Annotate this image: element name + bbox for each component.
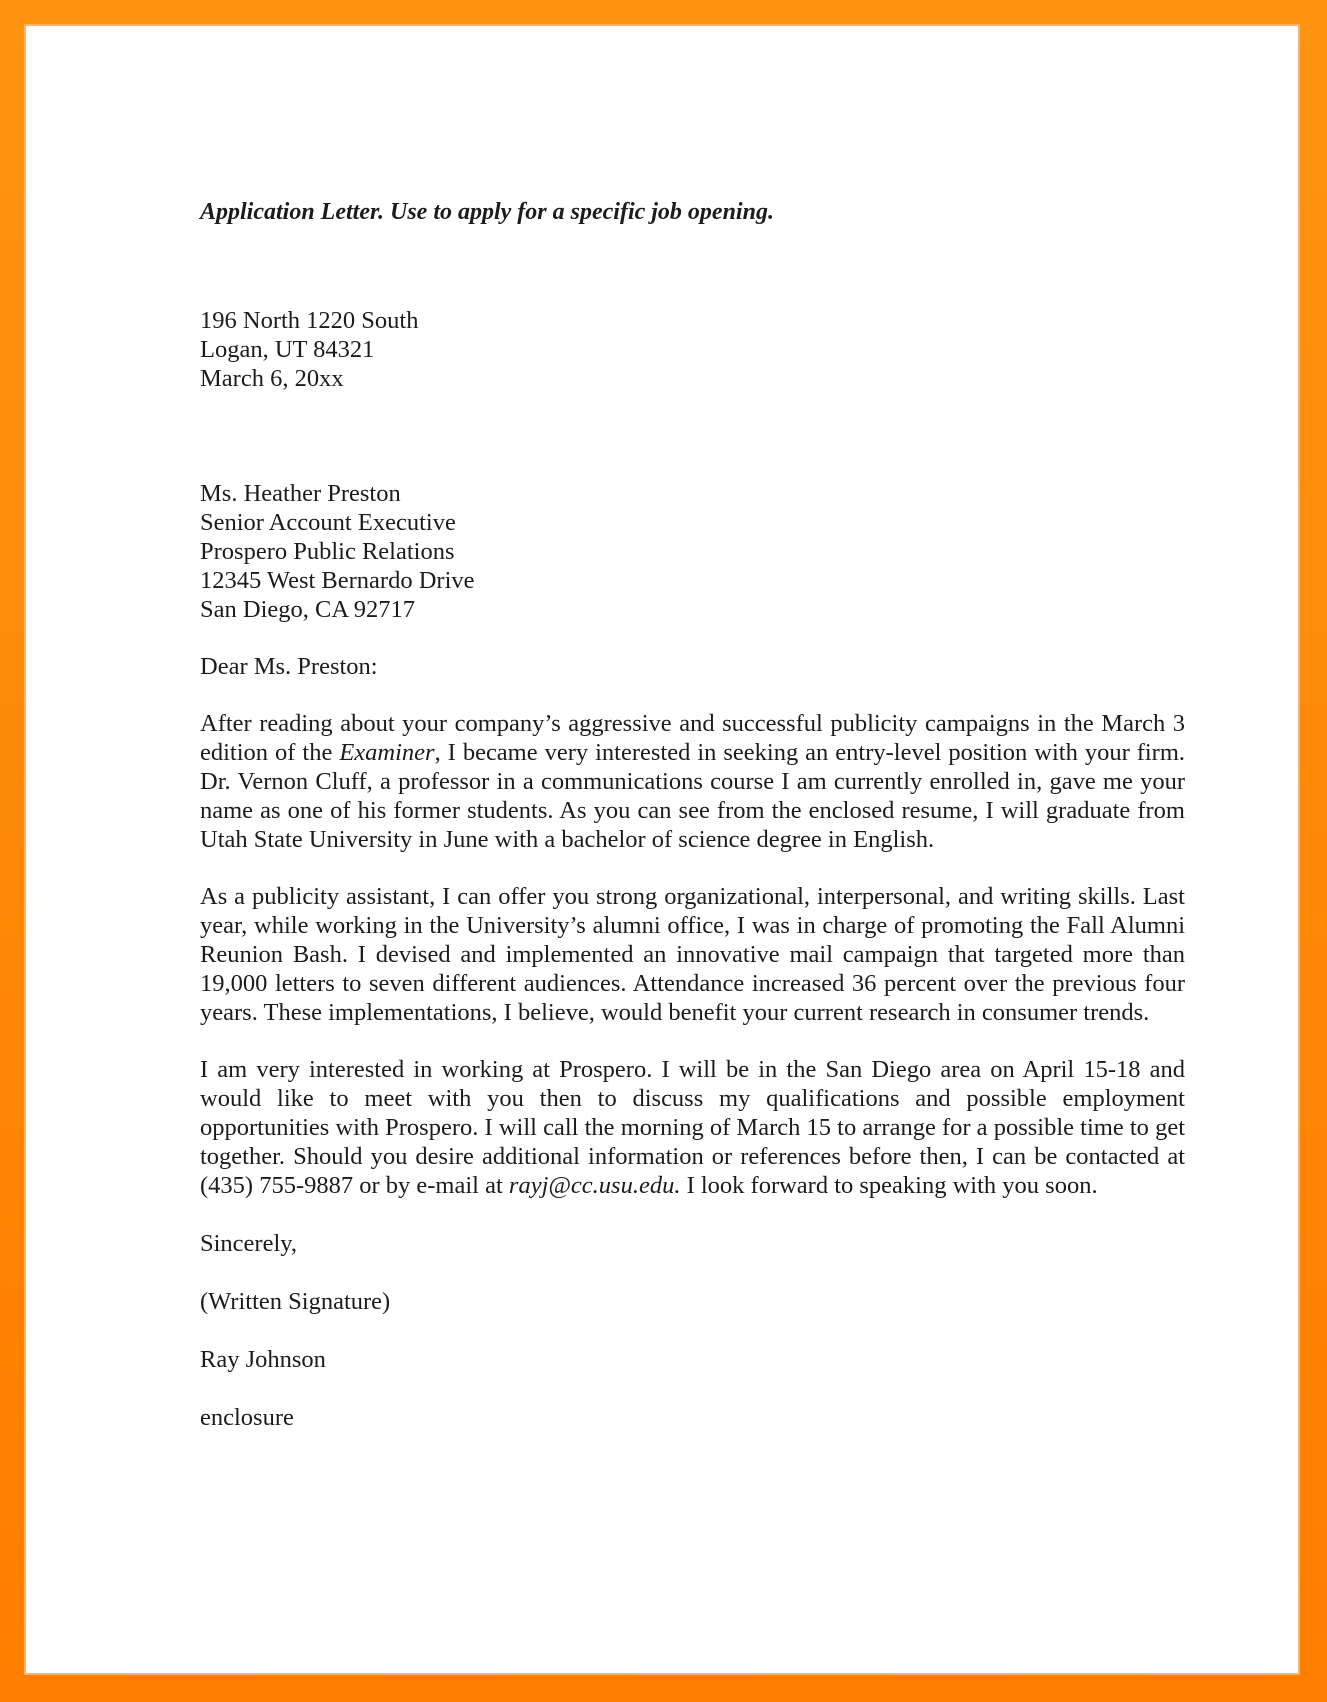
salutation: Dear Ms. Preston:	[200, 653, 378, 680]
paragraph-3-before: I am very interested in working at Prospero. I will be in the San Diego area on April 15-18 and would like to meet with you then to discuss my qualifications and possible employment opportunities with Prospero. I will call the morning of March 15 to arrange for a possible time to get together. Should you desire additional information or references before then, I can be contacted at (435) 755-9887 or by e-mail at	[200, 1056, 1185, 1199]
letter-body	[200, 198, 1190, 1432]
paragraph-2: As a publicity assistant, I can offer you strong organizational, interpersonal, and writing skills. Last year, while working in the University’s alumni office, I was in charge of promoting the Fall Alumni Reunion Bash. I devised and implemented an innovative mail campaign that targeted more than 19,000 letters to seven different audiences. Attendance increased 36 percent over the previous four years. These implementations, I believe, would benefit your current research in consumer trends.	[200, 883, 1185, 1026]
enclosure-note: enclosure	[200, 1404, 294, 1431]
paragraph-3	[200, 1055, 1185, 1200]
letter-page	[24, 24, 1300, 1675]
recipient-name: Ms. Heather Preston	[200, 480, 401, 507]
recipient-title: Senior Account Executive	[200, 509, 456, 536]
recipient-city: San Diego, CA 92717	[200, 596, 416, 623]
paragraph-3-after: I look forward to speaking with you soon.	[680, 1172, 1098, 1199]
closing: Sincerely,	[200, 1230, 298, 1257]
sender-city: Logan, UT 84321	[200, 336, 375, 363]
paragraph-1-after: , I became very interested in seeking an entry-level position with your firm. Dr. Vernon Cluff, a professor in a communications course I am currently enrolled in, gave me your name as one of his former students. As you can see from the enclosed resume, I will graduate from Utah State University in June with a bachelor of science degree in English.	[200, 739, 1186, 853]
signature-placeholder: (Written Signature)	[200, 1288, 391, 1315]
letter-date: March 6, 20xx	[200, 365, 344, 392]
letter-heading: Application Letter. Use to apply for a specific job opening.	[200, 199, 774, 225]
sender-address	[200, 306, 1190, 393]
paragraph-1	[200, 709, 1185, 854]
email-address: rayj@cc.usu.edu.	[508, 1172, 681, 1199]
publication-name: Examiner	[339, 739, 435, 766]
recipient-address	[200, 479, 1190, 624]
sender-street: 196 North 1220 South	[200, 307, 419, 334]
paragraph-1-before: After reading about your company’s aggressive and successful publicity campaigns in the March 3 edition of the	[200, 710, 1185, 766]
signer-name: Ray Johnson	[200, 1346, 326, 1373]
recipient-street: 12345 West Bernardo Drive	[200, 567, 475, 594]
recipient-company: Prospero Public Relations	[200, 538, 455, 565]
